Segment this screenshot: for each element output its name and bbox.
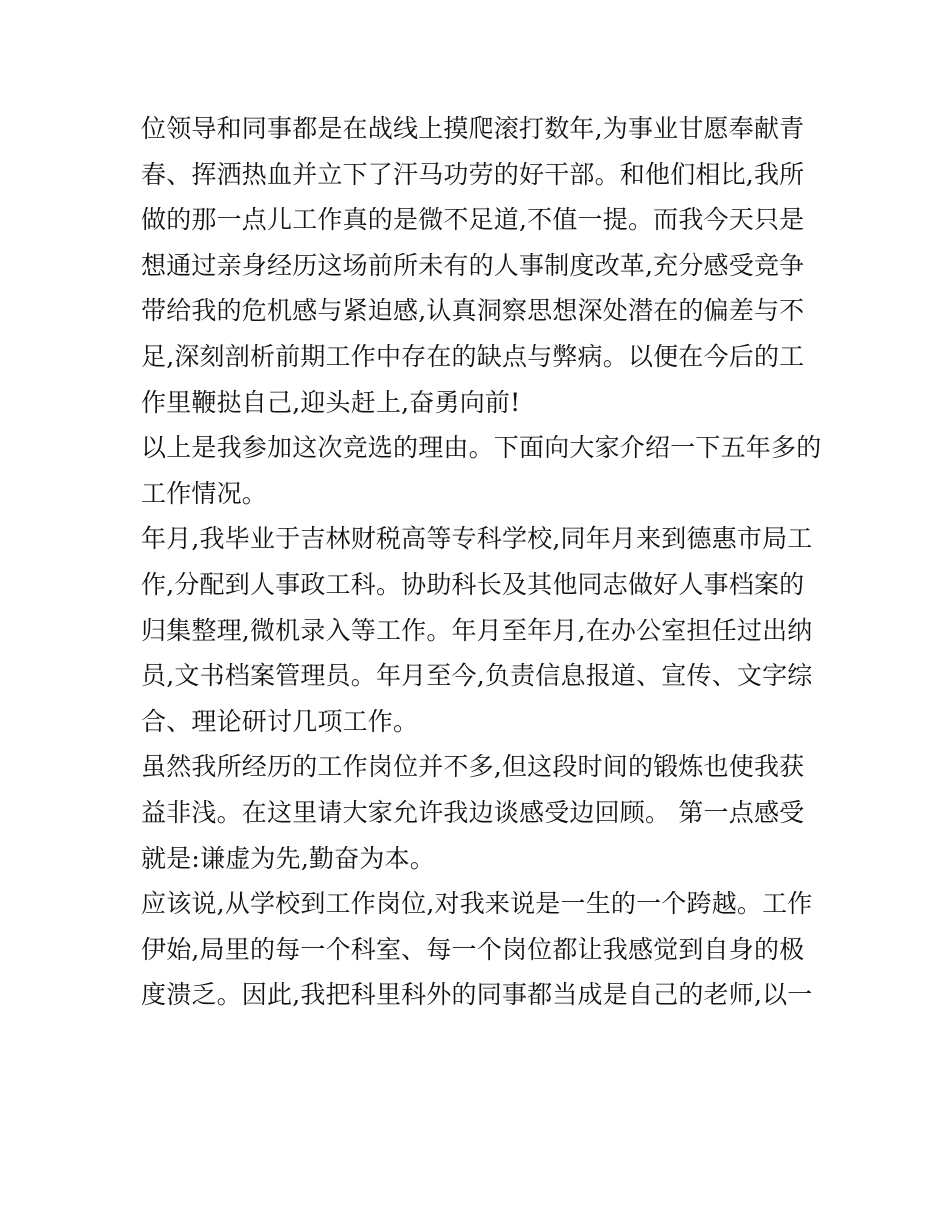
text-line: 员,文书档案管理员。年月至今,负责信息报道、宣传、文字综 xyxy=(141,661,813,691)
text-line: 以上是我参加这次竞选的理由。下面向大家介绍一下五年多的 xyxy=(141,433,822,463)
text-line: 位领导和同事都是在战线上摸爬滚打数年,为事业甘愿奉献青 xyxy=(141,114,805,143)
text-line: 虽然我所经历的工作岗位并不多,但这段时间的锻炼也使我获 xyxy=(141,752,805,782)
text-line: 伊始,局里的每一个科室、每一个岗位都让我感觉到自身的极 xyxy=(141,934,805,964)
text-line: 归集整理,微机录入等工作。年月至年月,在办公室担任过出纳 xyxy=(141,615,813,645)
text-line: 年月,我毕业于吉林财税高等专科学校,同年月来到德惠市局工 xyxy=(141,524,813,554)
text-line: 度溃乏。因此,我把科里科外的同事都当成是自己的老师,以一 xyxy=(141,980,813,1010)
text-line: 作里鞭挞自己,迎头赶上,奋勇向前! xyxy=(141,387,521,417)
text-line: 工作情况。 xyxy=(141,478,268,508)
text-line: 想通过亲身经历这场前所未有的人事制度改革,充分感受竞争 xyxy=(141,250,805,280)
document-body xyxy=(141,106,831,1018)
text-line: 带给我的危机感与紧迫感,认真洞察思想深处潜在的偏差与不 xyxy=(141,296,805,326)
text-line: 合、理论研讨几项工作。 xyxy=(141,706,419,736)
text-line: 应该说,从学校到工作岗位,对我来说是一生的一个跨越。工作 xyxy=(141,889,813,919)
text-line: 就是:谦虚为先,勤奋为本。 xyxy=(141,843,435,873)
text-line: 作,分配到人事政工科。协助科长及其他同志做好人事档案的 xyxy=(141,569,805,599)
text-line: 足,深刻剖析前期工作中存在的缺点与弊病。以便在今后的工 xyxy=(141,341,805,371)
text-line: 益非浅。在这里请大家允许我边谈感受边回顾。 第一点感受 xyxy=(141,797,805,827)
text-line: 做的那一点儿工作真的是微不足道,不值一提。而我今天只是 xyxy=(141,205,805,235)
text-line: 春、挥洒热血并立下了汗马功劳的好干部。和他们相比,我所 xyxy=(141,159,805,189)
